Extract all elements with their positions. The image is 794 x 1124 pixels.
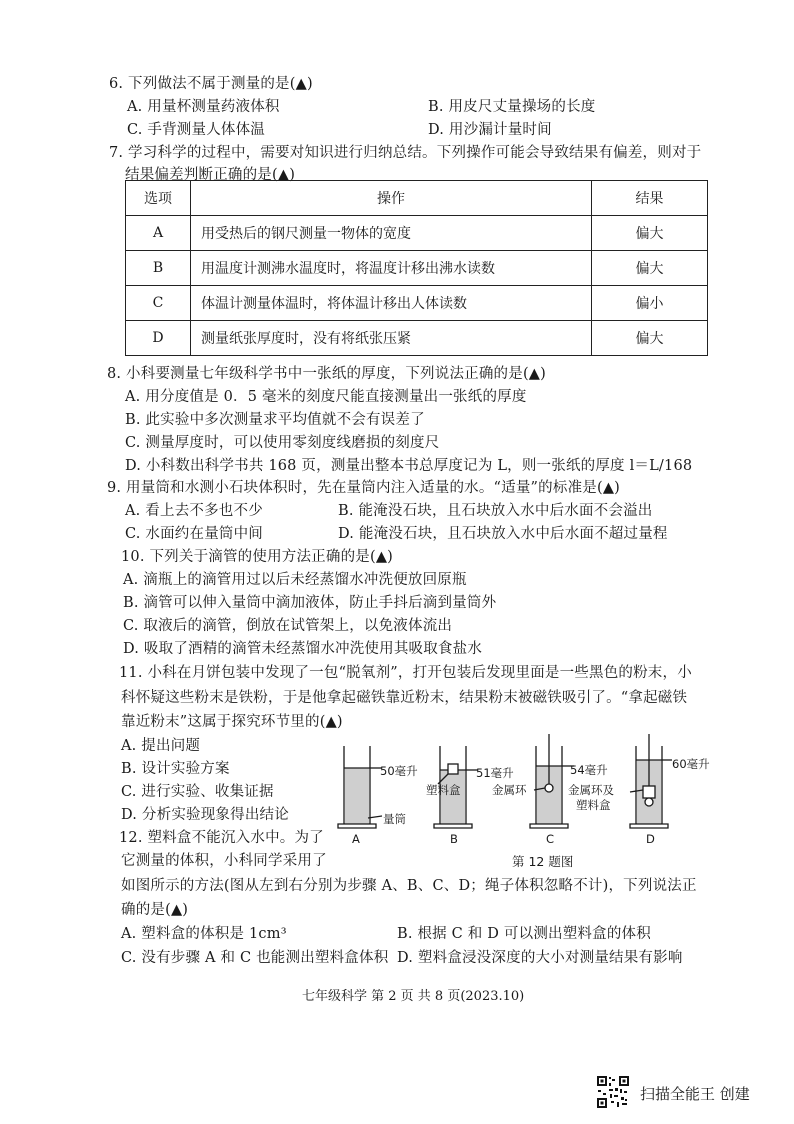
q11-stem-line1: 11. 小科在月饼包装中发现了一包“脱氧剂”，打开包装后发现里面是一些黑色的粉末，小 xyxy=(119,665,692,681)
table-cell: 测量纸张厚度时，没有将纸张压紧 xyxy=(191,321,592,356)
q11-option-c: C. 进行实验、收集证据 xyxy=(121,784,274,800)
table-cell: 偏小 xyxy=(592,286,708,321)
plastic-box-shape xyxy=(448,764,458,774)
q10-option-a: A. 滴瓶上的滴管用过以后未经蒸馏水冲洗便放回原瓶 xyxy=(123,572,467,588)
q7-stem-line1: 7. 学习科学的过程中，需要对知识进行归纳总结。下列操作可能会导致结果有偏差，则对于 xyxy=(109,145,702,161)
table-cell: 偏大 xyxy=(592,321,708,356)
fig-label-a-ml: 50毫升 xyxy=(380,764,418,778)
table-cell: 偏大 xyxy=(592,251,708,286)
q8-option-c: C. 测量厚度时，可以使用零刻度线磨损的刻度尺 xyxy=(125,435,440,451)
fig-label-b-name: 塑料盒 xyxy=(426,783,461,797)
q12-stem-line1: 12. 塑料盒不能沉入水中。为了 xyxy=(119,830,324,846)
table-cell: D xyxy=(126,321,191,356)
metal-ring-shape xyxy=(545,784,553,792)
table-header: 操作 xyxy=(191,181,592,216)
q6-option-d: D. 用沙漏计量时间 xyxy=(428,122,552,138)
table-cell: 用温度计测沸水温度时，将温度计移出沸水读数 xyxy=(191,251,592,286)
q8-option-b: B. 此实验中多次测量求平均值就不会有误差了 xyxy=(125,412,425,428)
q12-option-d: D. 塑料盒浸没深度的大小对测量结果有影响 xyxy=(397,950,683,966)
table-cell: 体温计测量体温时，将体温计移出人体读数 xyxy=(191,286,592,321)
q11-stem-line3: 靠近粉末”这属于探究环节里的(▲) xyxy=(121,714,343,730)
q12-stem-line2: 它测量的体积，小科同学采用了 xyxy=(121,853,327,869)
fig-label-c-ml: 54毫升 xyxy=(570,763,608,777)
table-cell: A xyxy=(126,216,191,251)
fig-label-c-name: 金属环 xyxy=(492,783,527,797)
fig-label-a-name: 量筒 xyxy=(383,812,406,826)
q9-option-c: C. 水面约在量筒中间 xyxy=(125,526,263,542)
q12-stem-line3: 如图所示的方法(图从左到右分别为步骤 A、B、C、D；绳子体积忽略不计)，下列说法正 xyxy=(121,878,697,894)
q7-table xyxy=(125,180,708,356)
q11-option-d: D. 分析实验现象得出结论 xyxy=(121,807,289,823)
q7-stem-line2: 结果偏差判断正确的是(▲) xyxy=(125,167,296,183)
table-cell: B xyxy=(126,251,191,286)
q6-option-c: C. 手背测量人体体温 xyxy=(127,122,265,138)
fig-step-a: A xyxy=(352,832,360,846)
q6-option-a: A. 用量杯测量药液体积 xyxy=(127,99,280,115)
table-cell: 偏大 xyxy=(592,216,708,251)
scanner-badge-text: 扫描全能王 创建 xyxy=(640,1085,750,1103)
fig-label-d-ml: 60毫升 xyxy=(672,757,710,771)
page-footer: 七年级科学 第 2 页 共 8 页(2023.10) xyxy=(302,989,525,1004)
fig-label-d-name-2: 塑料盒 xyxy=(576,798,611,812)
q10-option-b: B. 滴管可以伸入量筒中滴加液体，防止手抖后滴到量筒外 xyxy=(123,595,497,611)
fig-label-b-ml: 51毫升 xyxy=(476,766,514,780)
table-cell: 用受热后的钢尺测量一物体的宽度 xyxy=(191,216,592,251)
qr-code-icon xyxy=(596,1075,630,1109)
cylinder-a xyxy=(338,746,382,828)
q6-stem: 6. 下列做法不属于测量的是(▲) xyxy=(109,76,313,92)
q9-option-b: B. 能淹没石块，且石块放入水中后水面不会溢出 xyxy=(338,503,653,519)
table-row xyxy=(126,216,708,251)
table-header-row xyxy=(126,181,708,216)
q11-stem-line2: 科怀疑这些粉末是铁粉，于是他拿起磁铁靠近粉末，结果粉末被磁铁吸引了。“拿起磁铁 xyxy=(121,690,688,706)
fig-label-d-name-1: 金属环及 xyxy=(568,783,614,797)
table-cell: C xyxy=(126,286,191,321)
fig-step-d: D xyxy=(646,832,655,846)
q12-option-b: B. 根据 C 和 D 可以测出塑料盒的体积 xyxy=(397,926,651,942)
q10-stem: 10. 下列关于滴管的使用方法正确的是(▲) xyxy=(121,549,394,565)
cylinder-c xyxy=(530,734,574,828)
q8-stem: 8. 小科要测量七年级科学书中一张纸的厚度，下列说法正确的是(▲) xyxy=(107,366,547,382)
figure-caption: 第 12 题图 xyxy=(512,854,574,869)
fig-step-b: B xyxy=(450,832,458,846)
q8-option-d: D. 小科数出科学书共 168 页，测量出整本书总厚度记为 L，则一张纸的厚度 l＝L/168 xyxy=(125,458,693,474)
q12-option-c: C. 没有步骤 A 和 C 也能测出塑料盒体积 xyxy=(121,950,389,966)
q10-option-c: C. 取液后的滴管，倒放在试管架上，以免液体流出 xyxy=(123,618,453,634)
table-row xyxy=(126,286,708,321)
table-header: 选项 xyxy=(126,181,191,216)
q12-figure xyxy=(330,732,730,872)
q11-option-b: B. 设计实验方案 xyxy=(121,761,230,777)
q9-option-a: A. 看上去不多也不少 xyxy=(125,503,263,519)
cylinder-d xyxy=(630,734,672,828)
q9-stem: 9. 用量筒和水测小石块体积时，先在量筒内注入适量的水。“适量”的标准是(▲) xyxy=(107,480,621,496)
q8-option-a: A. 用分度值是 0．5 毫米的刻度尺能直接测量出一张纸的厚度 xyxy=(125,389,527,405)
table-row xyxy=(126,321,708,356)
table-row xyxy=(126,251,708,286)
q6-option-b: B. 用皮尺丈量操场的长度 xyxy=(428,99,596,115)
q11-option-a: A. 提出问题 xyxy=(121,738,201,754)
table-header: 结果 xyxy=(592,181,708,216)
q12-option-a: A. 塑料盒的体积是 1cm³ xyxy=(121,926,287,942)
fig-step-c: C xyxy=(546,832,555,846)
q10-option-d: D. 吸取了酒精的滴管未经蒸馏水冲洗使用其吸取食盐水 xyxy=(123,641,483,657)
q12-stem-line4: 确的是(▲) xyxy=(121,902,189,918)
q9-option-d: D. 能淹没石块，且石块放入水中后水面不超过量程 xyxy=(338,526,668,542)
